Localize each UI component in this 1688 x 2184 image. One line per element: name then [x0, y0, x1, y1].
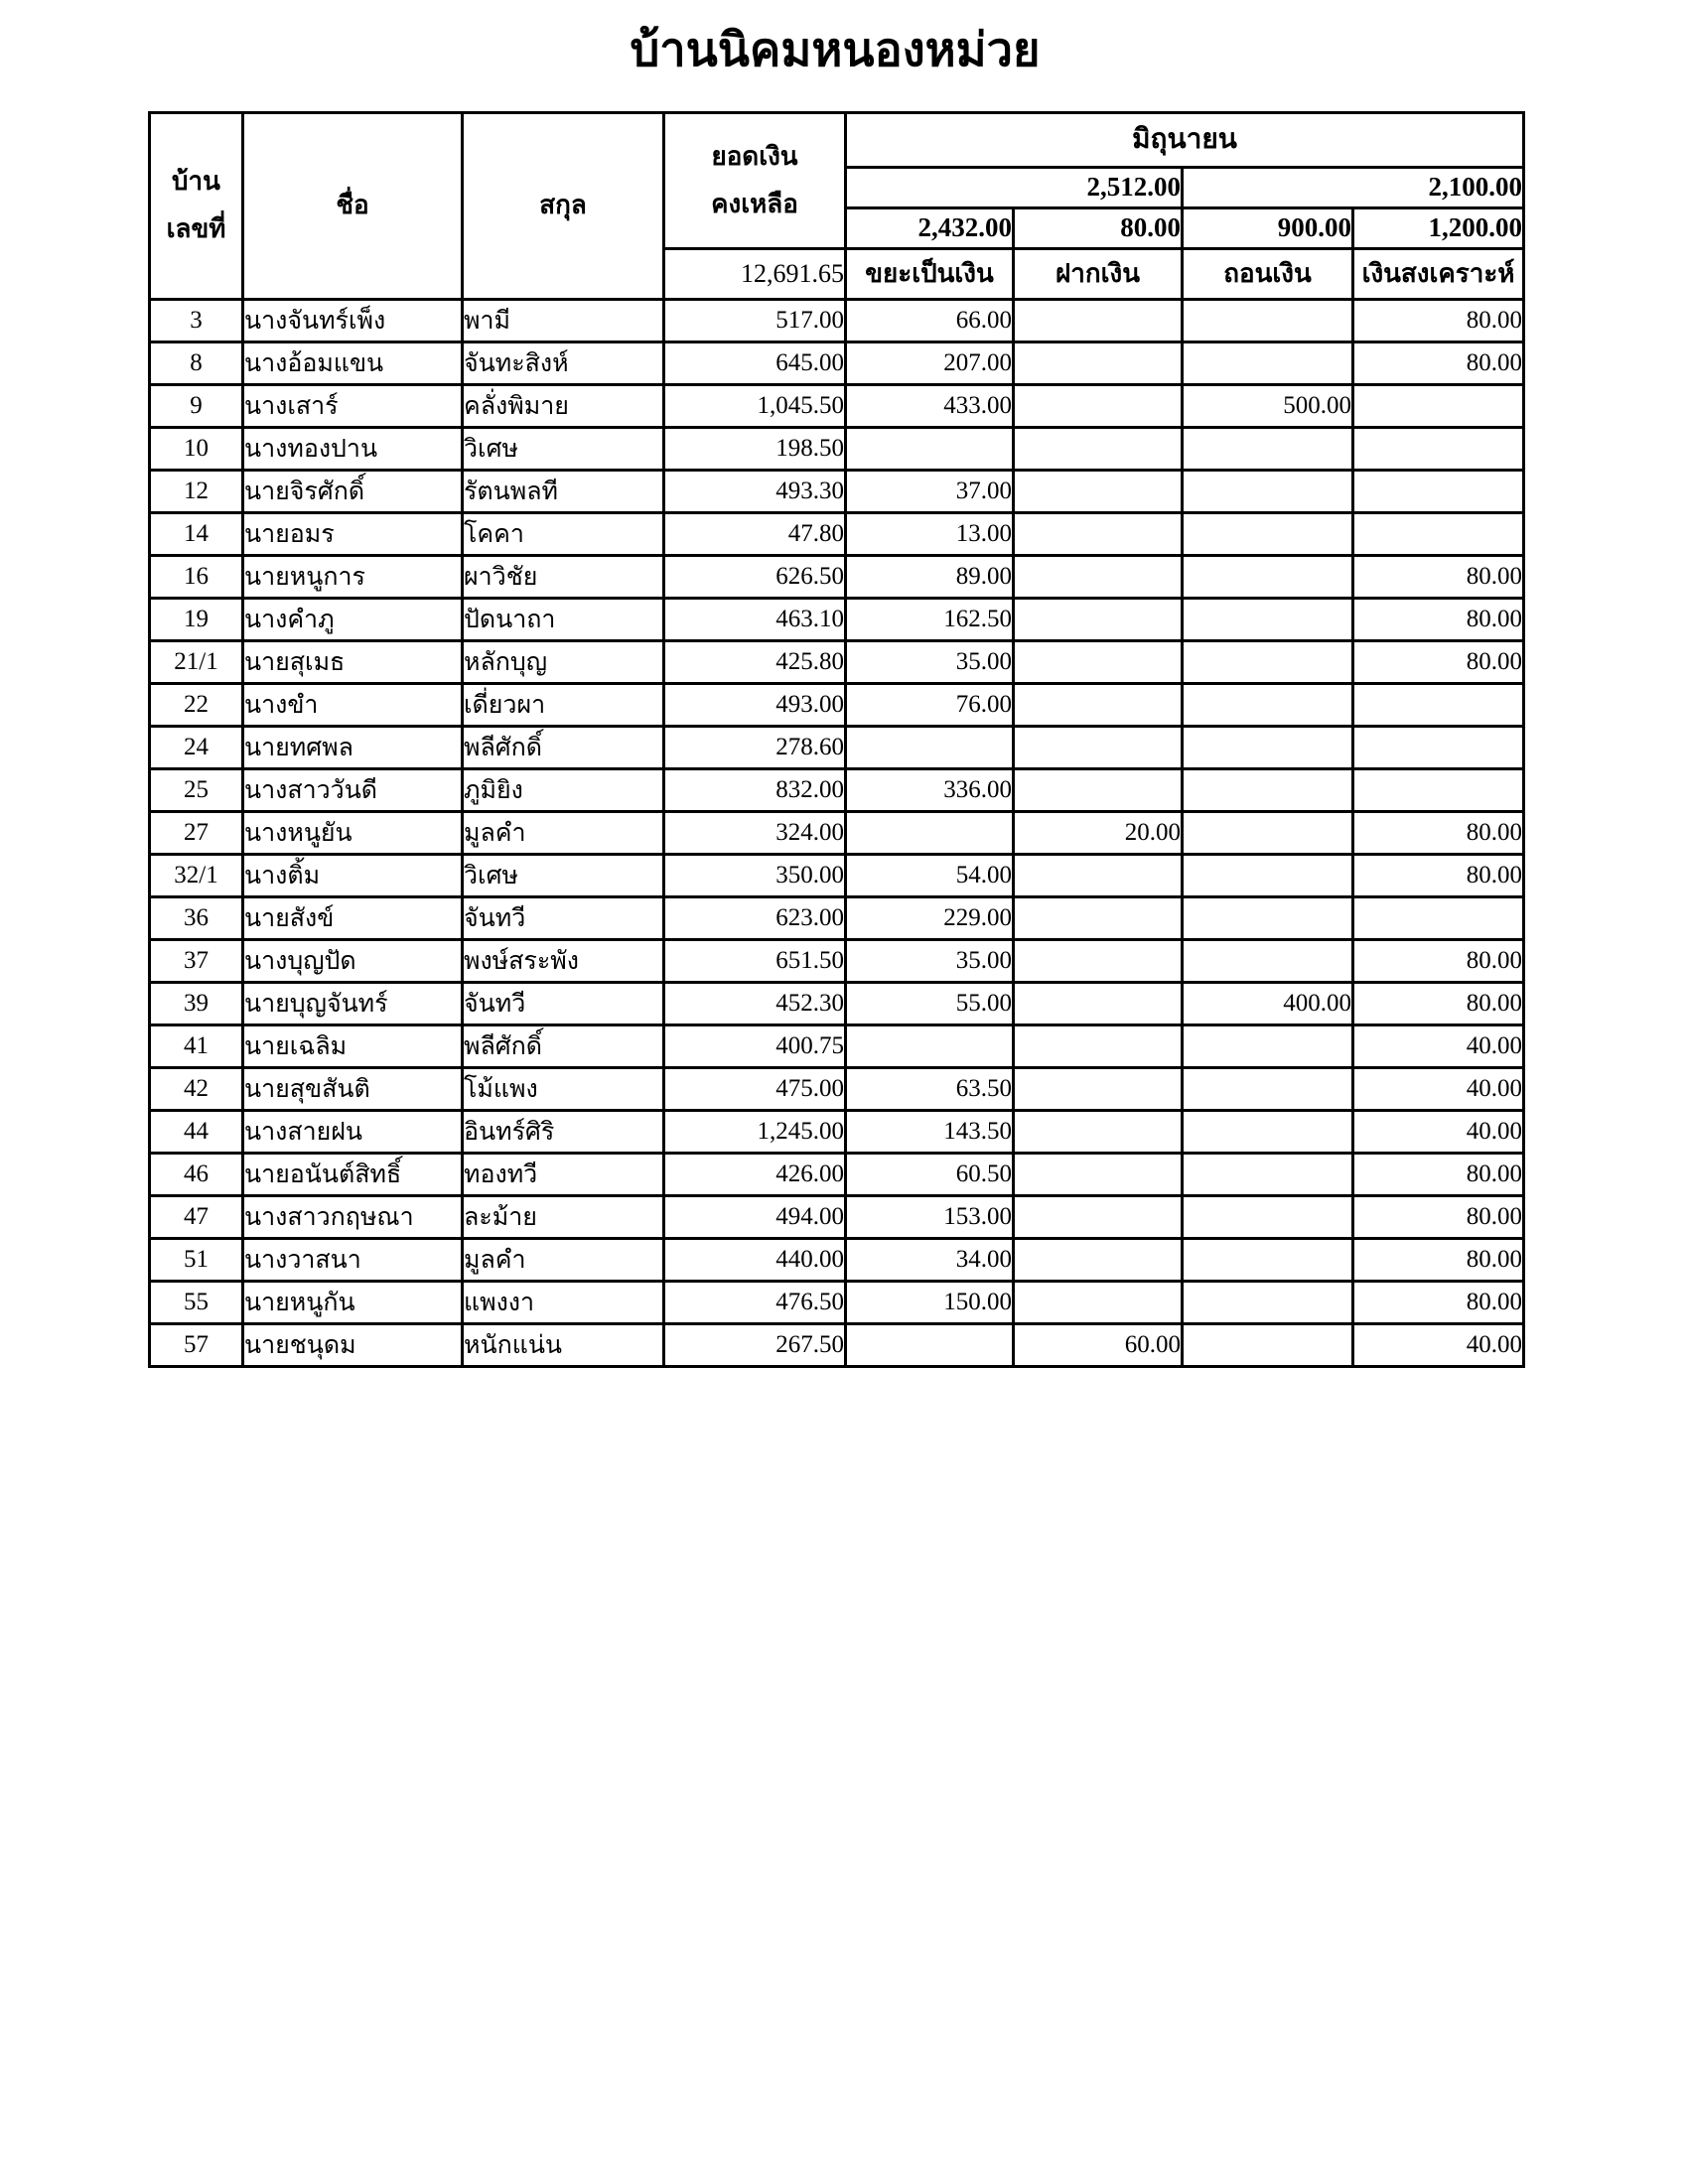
withdraw-cell: [1183, 1153, 1353, 1195]
table-row: [150, 1281, 1524, 1323]
header-waste: ขยะเป็นเงิน: [846, 248, 1014, 299]
house-no-cell: 12: [150, 470, 243, 512]
surname-cell: อินทร์ศิริ: [463, 1110, 664, 1153]
ledger-table: [148, 111, 1525, 1368]
house-no-cell: 51: [150, 1238, 243, 1281]
waste-cell: [846, 726, 1014, 768]
surname-cell: ผาวิชัย: [463, 555, 664, 598]
deposit-cell: [1014, 598, 1183, 640]
welfare-cell: 80.00: [1353, 1281, 1524, 1323]
first-name-cell: นายทศพล: [243, 726, 463, 768]
deposit-cell: [1014, 427, 1183, 470]
house-no-cell: 21/1: [150, 640, 243, 683]
surname-cell: พลีศักดิ์: [463, 726, 664, 768]
header-welfare: เงินสงเคราะห์: [1353, 248, 1524, 299]
house-no-cell: 46: [150, 1153, 243, 1195]
welfare-cell: 80.00: [1353, 640, 1524, 683]
page-title: บ้านนิคมหนองหม่วย: [630, 25, 1041, 76]
deposit-cell: [1014, 1067, 1183, 1110]
first-name-cell: นางคำภู: [243, 598, 463, 640]
waste-cell: 63.50: [846, 1067, 1014, 1110]
surname-cell: วิเศษ: [463, 854, 664, 896]
waste-cell: 35.00: [846, 640, 1014, 683]
table-row: [150, 1024, 1524, 1067]
house-no-cell: 14: [150, 512, 243, 555]
withdraw-cell: [1183, 512, 1353, 555]
waste-cell: 55.00: [846, 982, 1014, 1024]
balance-cell: 350.00: [664, 854, 846, 896]
balance-cell: 476.50: [664, 1281, 846, 1323]
table-row: [150, 982, 1524, 1024]
first-name-cell: นายหนูการ: [243, 555, 463, 598]
surname-cell: จันทะสิงห์: [463, 341, 664, 384]
header-balance-line2: คงเหลือ: [711, 189, 798, 218]
balance-cell: 452.30: [664, 982, 846, 1024]
header-month: มิถุนายน: [846, 113, 1524, 168]
balance-cell: 267.50: [664, 1323, 846, 1366]
house-no-cell: 36: [150, 896, 243, 939]
table-row: [150, 1067, 1524, 1110]
balance-cell: 645.00: [664, 341, 846, 384]
welfare-cell: [1353, 768, 1524, 811]
first-name-cell: นางขำ: [243, 683, 463, 726]
withdraw-cell: [1183, 470, 1353, 512]
balance-cell: 425.80: [664, 640, 846, 683]
balance-cell: 198.50: [664, 427, 846, 470]
waste-cell: 76.00: [846, 683, 1014, 726]
surname-cell: หนักแน่น: [463, 1323, 664, 1366]
balance-cell: 493.30: [664, 470, 846, 512]
waste-cell: 162.50: [846, 598, 1014, 640]
deposit-cell: [1014, 299, 1183, 341]
balance-cell: 475.00: [664, 1067, 846, 1110]
waste-cell: 35.00: [846, 939, 1014, 982]
deposit-cell: [1014, 1238, 1183, 1281]
deposit-cell: [1014, 341, 1183, 384]
welfare-cell: [1353, 896, 1524, 939]
welfare-cell: 80.00: [1353, 1238, 1524, 1281]
table-row: [150, 1153, 1524, 1195]
balance-total: 12,691.65: [664, 248, 846, 299]
welfare-cell: 80.00: [1353, 555, 1524, 598]
first-name-cell: นางทองปาน: [243, 427, 463, 470]
welfare-cell: [1353, 512, 1524, 555]
welfare-cell: 40.00: [1353, 1067, 1524, 1110]
house-no-cell: 57: [150, 1323, 243, 1366]
welfare-cell: [1353, 384, 1524, 427]
withdraw-cell: [1183, 1110, 1353, 1153]
surname-cell: พลีศักดิ์: [463, 1024, 664, 1067]
waste-cell: 150.00: [846, 1281, 1014, 1323]
house-no-cell: 10: [150, 427, 243, 470]
house-no-cell: 47: [150, 1195, 243, 1238]
withdraw-total: 900.00: [1183, 207, 1353, 248]
first-name-cell: นายหนูกัน: [243, 1281, 463, 1323]
month-subtotal-right: 2,100.00: [1183, 167, 1524, 207]
table-row: [150, 341, 1524, 384]
balance-cell: 623.00: [664, 896, 846, 939]
waste-cell: 60.50: [846, 1153, 1014, 1195]
withdraw-cell: [1183, 640, 1353, 683]
surname-cell: ปัดนาถา: [463, 598, 664, 640]
first-name-cell: นายเฉลิม: [243, 1024, 463, 1067]
balance-cell: 426.00: [664, 1153, 846, 1195]
house-no-cell: 3: [150, 299, 243, 341]
deposit-cell: [1014, 640, 1183, 683]
header-deposit: ฝากเงิน: [1014, 248, 1183, 299]
deposit-cell: 60.00: [1014, 1323, 1183, 1366]
surname-cell: พงษ์สระพัง: [463, 939, 664, 982]
table-row: [150, 1110, 1524, 1153]
waste-cell: 66.00: [846, 299, 1014, 341]
withdraw-cell: [1183, 1238, 1353, 1281]
table-row: [150, 640, 1524, 683]
table-row: [150, 1195, 1524, 1238]
house-no-cell: 41: [150, 1024, 243, 1067]
waste-cell: [846, 427, 1014, 470]
deposit-cell: [1014, 896, 1183, 939]
house-no-cell: 19: [150, 598, 243, 640]
withdraw-cell: [1183, 683, 1353, 726]
table-row: [150, 555, 1524, 598]
surname-cell: วิเศษ: [463, 427, 664, 470]
balance-cell: 494.00: [664, 1195, 846, 1238]
surname-cell: แพงงา: [463, 1281, 664, 1323]
welfare-cell: [1353, 427, 1524, 470]
withdraw-cell: [1183, 939, 1353, 982]
withdraw-cell: [1183, 768, 1353, 811]
deposit-cell: [1014, 555, 1183, 598]
deposit-cell: [1014, 1153, 1183, 1195]
surname-cell: พามี: [463, 299, 664, 341]
surname-cell: จันทวี: [463, 982, 664, 1024]
withdraw-cell: [1183, 341, 1353, 384]
welfare-cell: 80.00: [1353, 341, 1524, 384]
first-name-cell: นางอ้อมแขน: [243, 341, 463, 384]
waste-cell: 54.00: [846, 854, 1014, 896]
waste-cell: 143.50: [846, 1110, 1014, 1153]
first-name-cell: นายชนุดม: [243, 1323, 463, 1366]
first-name-cell: นางสาวกฤษณา: [243, 1195, 463, 1238]
first-name-cell: นายสังข์: [243, 896, 463, 939]
header-row-month: [150, 113, 1524, 168]
house-no-cell: 24: [150, 726, 243, 768]
withdraw-cell: 500.00: [1183, 384, 1353, 427]
balance-cell: 400.75: [664, 1024, 846, 1067]
table-row: [150, 768, 1524, 811]
deposit-cell: 20.00: [1014, 811, 1183, 854]
welfare-cell: 80.00: [1353, 1195, 1524, 1238]
surname-cell: หลักบุญ: [463, 640, 664, 683]
house-no-cell: 55: [150, 1281, 243, 1323]
deposit-cell: [1014, 512, 1183, 555]
deposit-cell: [1014, 1110, 1183, 1153]
house-no-cell: 8: [150, 341, 243, 384]
house-no-cell: 9: [150, 384, 243, 427]
surname-cell: มูลคำ: [463, 1238, 664, 1281]
first-name-cell: นางบุญปัด: [243, 939, 463, 982]
header-surname: สกุล: [463, 113, 664, 300]
table-row: [150, 427, 1524, 470]
withdraw-cell: [1183, 555, 1353, 598]
house-no-cell: 16: [150, 555, 243, 598]
table-row: [150, 1238, 1524, 1281]
balance-cell: 463.10: [664, 598, 846, 640]
first-name-cell: นายสุเมธ: [243, 640, 463, 683]
withdraw-cell: [1183, 1323, 1353, 1366]
surname-cell: โม้แพง: [463, 1067, 664, 1110]
withdraw-cell: 400.00: [1183, 982, 1353, 1024]
first-name-cell: นายจิรศักดิ์: [243, 470, 463, 512]
deposit-cell: [1014, 726, 1183, 768]
surname-cell: โคคา: [463, 512, 664, 555]
balance-cell: 651.50: [664, 939, 846, 982]
withdraw-cell: [1183, 896, 1353, 939]
balance-cell: 626.50: [664, 555, 846, 598]
welfare-cell: 80.00: [1353, 982, 1524, 1024]
welfare-cell: 80.00: [1353, 854, 1524, 896]
balance-cell: 1,245.00: [664, 1110, 846, 1153]
deposit-cell: [1014, 768, 1183, 811]
welfare-cell: [1353, 683, 1524, 726]
table-row: [150, 384, 1524, 427]
waste-cell: 13.00: [846, 512, 1014, 555]
first-name-cell: นางวาสนา: [243, 1238, 463, 1281]
first-name-cell: นายบุญจันทร์: [243, 982, 463, 1024]
balance-cell: 440.00: [664, 1238, 846, 1281]
deposit-cell: [1014, 1195, 1183, 1238]
house-no-cell: 42: [150, 1067, 243, 1110]
table-row: [150, 299, 1524, 341]
withdraw-cell: [1183, 726, 1353, 768]
welfare-cell: 80.00: [1353, 598, 1524, 640]
house-no-cell: 25: [150, 768, 243, 811]
waste-cell: 433.00: [846, 384, 1014, 427]
welfare-cell: [1353, 726, 1524, 768]
balance-cell: 517.00: [664, 299, 846, 341]
table-row: [150, 896, 1524, 939]
balance-cell: 278.60: [664, 726, 846, 768]
balance-cell: 324.00: [664, 811, 846, 854]
welfare-cell: 80.00: [1353, 1153, 1524, 1195]
withdraw-cell: [1183, 598, 1353, 640]
waste-cell: [846, 811, 1014, 854]
balance-cell: 832.00: [664, 768, 846, 811]
first-name-cell: นายสุขสันติ: [243, 1067, 463, 1110]
withdraw-cell: [1183, 1024, 1353, 1067]
withdraw-cell: [1183, 299, 1353, 341]
table-row: [150, 512, 1524, 555]
house-no-cell: 44: [150, 1110, 243, 1153]
withdraw-cell: [1183, 1195, 1353, 1238]
welfare-cell: 40.00: [1353, 1110, 1524, 1153]
first-name-cell: นางติ้ม: [243, 854, 463, 896]
welfare-cell: 40.00: [1353, 1024, 1524, 1067]
deposit-cell: [1014, 982, 1183, 1024]
surname-cell: จันทวี: [463, 896, 664, 939]
header-balance: [664, 113, 846, 249]
surname-cell: ละม้าย: [463, 1195, 664, 1238]
balance-cell: 47.80: [664, 512, 846, 555]
table-row: [150, 811, 1524, 854]
table-row: [150, 939, 1524, 982]
header-house-no-line2: เลขที่: [166, 214, 226, 244]
welfare-cell: 80.00: [1353, 299, 1524, 341]
welfare-cell: 80.00: [1353, 811, 1524, 854]
waste-cell: [846, 1024, 1014, 1067]
withdraw-cell: [1183, 427, 1353, 470]
table-row: [150, 598, 1524, 640]
withdraw-cell: [1183, 854, 1353, 896]
first-name-cell: นางสายฝน: [243, 1110, 463, 1153]
waste-cell: 89.00: [846, 555, 1014, 598]
first-name-cell: นายอนันต์สิทธิ์: [243, 1153, 463, 1195]
deposit-cell: [1014, 854, 1183, 896]
surname-cell: คลั่งพิมาย: [463, 384, 664, 427]
waste-cell: 34.00: [846, 1238, 1014, 1281]
surname-cell: รัตนพลที: [463, 470, 664, 512]
house-no-cell: 39: [150, 982, 243, 1024]
first-name-cell: นางจันทร์เพ็ง: [243, 299, 463, 341]
first-name-cell: นางหนูยัน: [243, 811, 463, 854]
surname-cell: ทองทวี: [463, 1153, 664, 1195]
surname-cell: เดี่ยวผา: [463, 683, 664, 726]
header-first-name: ชื่อ: [243, 113, 463, 300]
house-no-cell: 27: [150, 811, 243, 854]
table-row: [150, 683, 1524, 726]
house-no-cell: 22: [150, 683, 243, 726]
deposit-cell: [1014, 683, 1183, 726]
waste-cell: 207.00: [846, 341, 1014, 384]
table-body: [150, 299, 1524, 1366]
header-withdraw: ถอนเงิน: [1183, 248, 1353, 299]
withdraw-cell: [1183, 1067, 1353, 1110]
balance-cell: 493.00: [664, 683, 846, 726]
waste-cell: 336.00: [846, 768, 1014, 811]
table-row: [150, 1323, 1524, 1366]
house-no-cell: 32/1: [150, 854, 243, 896]
withdraw-cell: [1183, 1281, 1353, 1323]
month-subtotal-left: 2,512.00: [846, 167, 1183, 207]
first-name-cell: นางสาววันดี: [243, 768, 463, 811]
header-balance-line1: ยอดเงิน: [711, 141, 798, 171]
waste-total: 2,432.00: [846, 207, 1014, 248]
deposit-cell: [1014, 1281, 1183, 1323]
deposit-cell: [1014, 1024, 1183, 1067]
table-row: [150, 854, 1524, 896]
surname-cell: ภูมิยิง: [463, 768, 664, 811]
header-house-no: [150, 113, 243, 300]
table-row: [150, 470, 1524, 512]
welfare-cell: [1353, 470, 1524, 512]
waste-cell: [846, 1323, 1014, 1366]
header-house-no-line1: บ้าน: [172, 167, 220, 197]
balance-cell: 1,045.50: [664, 384, 846, 427]
welfare-cell: 80.00: [1353, 939, 1524, 982]
surname-cell: มูลคำ: [463, 811, 664, 854]
withdraw-cell: [1183, 811, 1353, 854]
house-no-cell: 37: [150, 939, 243, 982]
first-name-cell: นายอมร: [243, 512, 463, 555]
waste-cell: 229.00: [846, 896, 1014, 939]
waste-cell: 153.00: [846, 1195, 1014, 1238]
first-name-cell: นางเสาร์: [243, 384, 463, 427]
table-row: [150, 726, 1524, 768]
waste-cell: 37.00: [846, 470, 1014, 512]
deposit-cell: [1014, 384, 1183, 427]
deposit-cell: [1014, 470, 1183, 512]
deposit-cell: [1014, 939, 1183, 982]
welfare-cell: 40.00: [1353, 1323, 1524, 1366]
welfare-total: 1,200.00: [1353, 207, 1524, 248]
deposit-total: 80.00: [1014, 207, 1183, 248]
